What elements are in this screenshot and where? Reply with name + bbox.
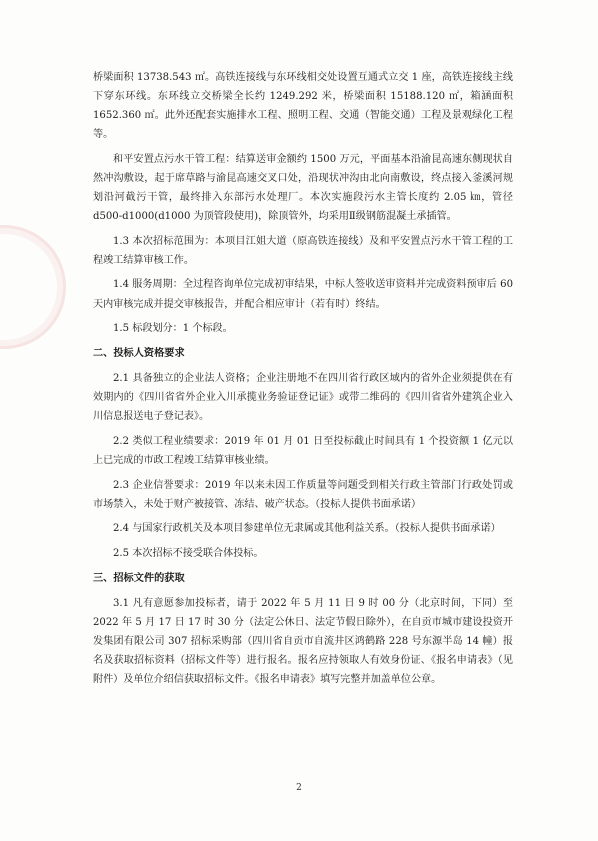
paragraph-bridge-area: 桥梁面积 13738.543 ㎡。高铁连接线与东环线相交处设置互通式立交 1 座，高铁连接线主线下穿东环线。东环线立交桥梁全长约 1249.292 米，桥梁面积 15188.120 ㎡，箱涵面积 1652.360 ㎡。此外还配套实施排水工程、照明工程、交通（智能交通）工程及景观绿化工程等。	[93, 72, 513, 141]
paragraph-no-consortium: 2.5 本次招标不接受联合体投标。	[113, 547, 264, 559]
paragraph-no-affiliation: 2.4 与国家行政机关及本项目参建单位无隶属或其他利益关系。（投标人提供书面承诺）	[113, 523, 501, 535]
paragraph-sewer-pipe: 和平安置点污水干管工程：结算送审金额约 1500 万元，平面基本沿渝昆高速东侧现状自然冲沟敷设，起于席草路与渝昆高速交叉口处，沿现状冲沟由北向南敷设，终点接入釜溪河规划沿河截污干管，最终排入东部污水处理厂。本次实施段污水主管长度约 2.05 ㎞，管径 d500-d1000(d1000 为顶管段使用)，除顶管外，均采用Ⅱ级钢筋混凝土承插管。	[93, 153, 513, 223]
seal-stamp-faint	[0, 225, 66, 349]
paragraph-credit: 2.3 企业信誉要求：2019 年以来未因工作质量等问题受到相关行政主管部门行政处罚或市场禁入，未处于财产被接管、冻结、破产状态。（投标人提供书面承诺）	[93, 479, 513, 510]
paragraph-similar-projects: 2.2 类似工程业绩要求：2019 年 01 月 01 日至投标截止时间具有 1 个投资额 1 亿元以上已完成的市政工程竣工结算审核业绩。	[93, 436, 513, 467]
paragraph-service-period: 1.4 服务周期：全过程咨询单位完成初审结果，中标人签收送审资料并完成资料预审后 60 天内审核完成并提交审核报告，并配合相应审计（若有时）终结。	[93, 279, 513, 310]
paragraph-scope: 1.3 本次招标范围为：本项目江姐大道（原高铁连接线）及和平安置点污水干管工程的工程竣工结算审核工作。	[93, 235, 513, 266]
paragraph-legal-entity: 2.1 具备独立的企业法人资格；企业注册地不在四川省行政区域内的省外企业须提供在有效期内的《四川省省外企业入川承揽业务验证登记证》或带二维码的《四川省省外建筑企业入川信息报送电子登记表》。	[93, 373, 513, 423]
paragraph-registration: 3.1 凡有意愿参加投标者，请于 2022 年 5 月 11 日 9 时 00 分（北京时间，下同）至 2022 年 5 月 17 日 17 时 30 分（法定公休日、法定节假日除外），在自贡市城市建设投资开发集团有限公司 307 招标采购部（四川省自贡市自流井区鸿鹤路 228 号东源半岛 14 幢）报名及获取招标资料（招标文件等）进行报名。报名应持领取人有效身份证、《报名申请表》（见附件）及单位介绍信获取招标文件。《报名申请表》填写完整并加盖单位公章。	[93, 598, 513, 686]
section-heading-qualifications: 二、投标人资格要求	[93, 348, 185, 360]
paragraph-lots: 1.5 标段划分：1 个标段。	[113, 323, 233, 335]
document-body	[93, 68, 513, 695]
page-number: 2	[296, 783, 302, 793]
section-heading-obtain-docs: 三、招标文件的获取	[93, 573, 185, 585]
